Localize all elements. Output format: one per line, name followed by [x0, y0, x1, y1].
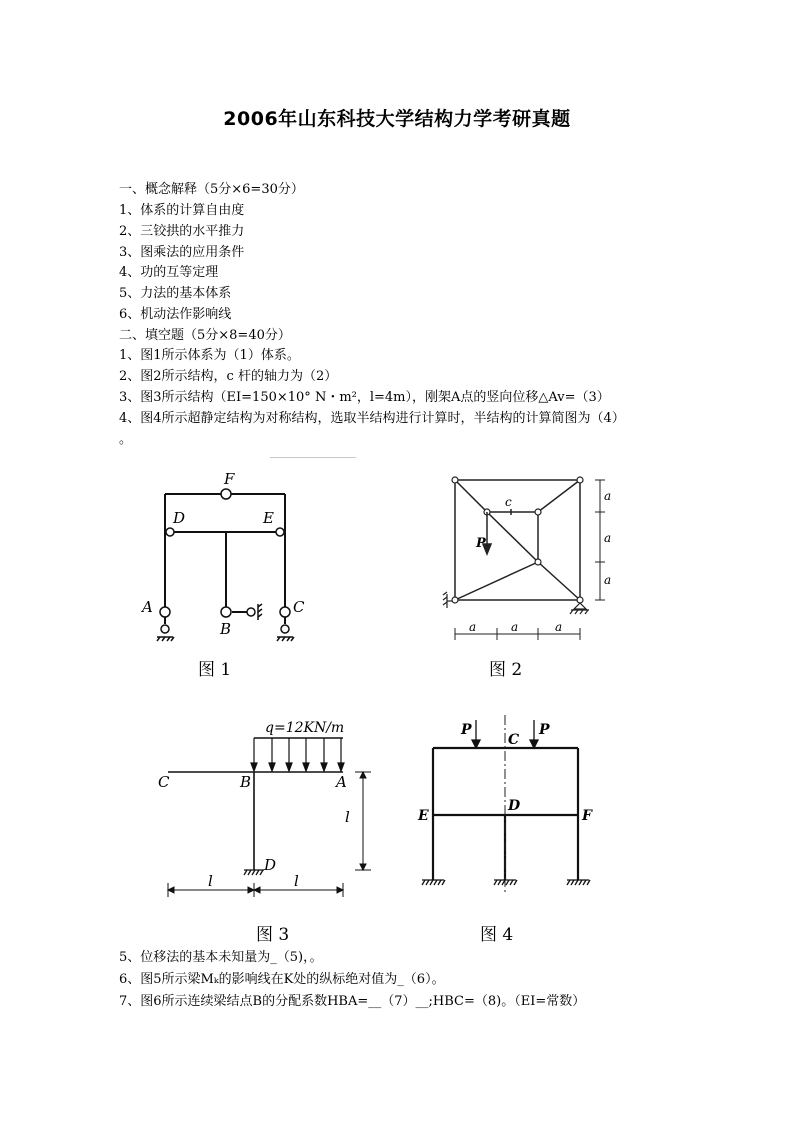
label-b: B: [220, 620, 232, 638]
page-title: 2006年山东科技大学结构力学考研真题: [223, 108, 571, 130]
dim-a: a: [604, 531, 612, 545]
label-b: B: [240, 773, 252, 791]
text-line: 6、机动法作影响线: [119, 307, 232, 322]
label-f: F: [224, 470, 235, 488]
support-pin-b: [247, 608, 255, 616]
support-pin-c: [281, 625, 289, 633]
label-d: D: [264, 856, 277, 874]
hinge-f: [221, 489, 231, 499]
fig1-caption: 图 1: [198, 660, 232, 680]
load-label: q=12KN/m: [265, 720, 345, 736]
text-line: 2、三铰拱的水平推力: [119, 224, 245, 239]
hinge-a: [160, 607, 170, 617]
label-c: C: [293, 598, 305, 616]
text-line: 3、图乘法的应用条件: [119, 245, 245, 260]
label-a: A: [336, 773, 347, 791]
text-line: 一、概念解释（5分×6=30分）: [119, 182, 304, 197]
label-p: P: [461, 722, 472, 738]
text-line: 6、图5所示梁Mₖ的影响线在K处的纵标绝对值为_（6）。: [119, 972, 445, 987]
text-line: 7、图6所示连续梁结点B的分配系数HBA=__（7）__;HBC=（8)。（EI=常数）: [119, 994, 586, 1009]
label-e: E: [418, 808, 429, 824]
label-p: P: [476, 536, 486, 551]
label-f: F: [582, 808, 592, 824]
text-line: 1、体系的计算自由度: [119, 203, 245, 218]
text-line: 5、位移法的基本未知量为_（5)，。: [119, 950, 323, 965]
hinge-b: [221, 607, 231, 617]
text-line: 4、图4所示超静定结构为对称结构，选取半结构进行计算时，半结构的计算简图为（4）: [119, 411, 625, 426]
dim-a: a: [511, 620, 519, 634]
label-d: D: [508, 798, 521, 814]
hinge-c: [280, 607, 290, 617]
figure-4: [410, 710, 630, 950]
figure-2: [425, 462, 625, 692]
dim-a: a: [469, 620, 477, 634]
support-pin-a: [161, 625, 169, 633]
fig4-caption: 图 4: [480, 925, 514, 945]
dim-a: a: [555, 620, 563, 634]
text-line: 4、功的互等定理: [119, 265, 219, 280]
text-line: 5、力法的基本体系: [119, 286, 232, 301]
separator-line: [270, 457, 356, 458]
fig2-caption: 图 2: [489, 660, 523, 680]
label-a: A: [142, 598, 153, 616]
hinge-d: [166, 528, 174, 536]
text-line: 1、图1所示体系为（1）体系。: [119, 348, 300, 363]
figure-3: [150, 710, 380, 950]
text-line: 2、图2所示结构，c 杆的轴力为（2）: [119, 369, 338, 384]
dim-a: a: [604, 573, 612, 587]
dim-l: l: [208, 872, 213, 890]
fig3-caption: 图 3: [256, 925, 290, 945]
dim-l: l: [345, 808, 350, 826]
label-e: E: [263, 509, 274, 527]
label-c: C: [158, 773, 170, 791]
label-c: C: [508, 732, 520, 748]
figure-1: [120, 462, 320, 692]
text-line: 。: [119, 432, 133, 447]
dim-a: a: [604, 489, 612, 503]
label-c: c: [505, 495, 512, 509]
text-line: 3、图3所示结构（EI=150×10° N・m²，l=4m），刚架A点的竖向位移△Av=（3）: [119, 390, 610, 405]
hinge-e: [276, 528, 284, 536]
dim-l: l: [294, 872, 299, 890]
text-line: 二、填空题（5分×8=40分）: [119, 328, 291, 343]
label-p: P: [539, 722, 550, 738]
label-d: D: [173, 509, 186, 527]
